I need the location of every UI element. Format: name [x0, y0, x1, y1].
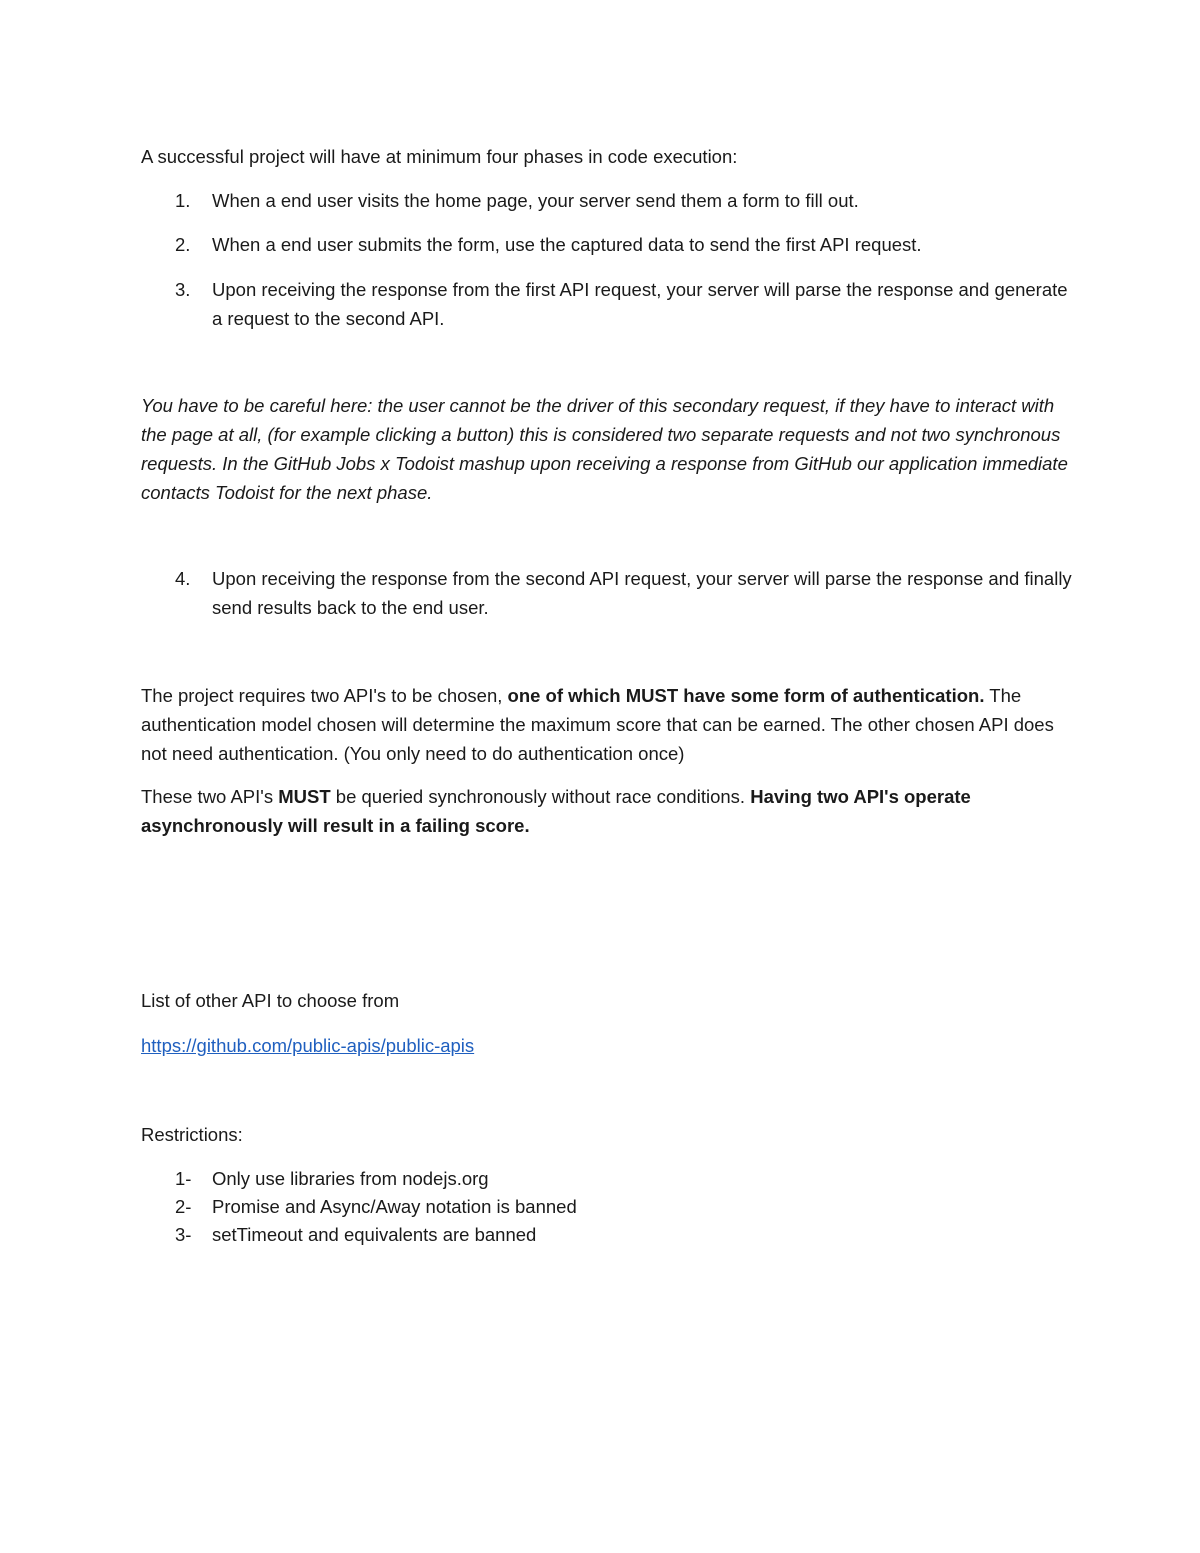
restriction-number: 3- — [175, 1224, 192, 1245]
requirement-emphasis: MUST — [278, 786, 331, 807]
intro-paragraph: A successful project will have at minimum four phases in code execution: — [141, 146, 738, 167]
restriction-text: setTimeout and equivalents are banned — [212, 1224, 537, 1245]
api-requirement-paragraph — [141, 681, 1081, 768]
restriction-number: 1- — [175, 1168, 192, 1189]
restriction-text: Promise and Async/Away notation is banned — [212, 1196, 577, 1217]
requirement-text: These two API's — [141, 786, 279, 807]
restriction-number: 2- — [175, 1196, 192, 1217]
phase-number: 3. — [175, 279, 191, 300]
phase-text: Upon receiving the response from the second API request, your server will parse the response and finally send results back to the end user. — [212, 568, 1072, 618]
requirement-emphasis: Having two API's operate asynchronously will result in a failing score. — [141, 786, 971, 836]
phase-number: 4. — [175, 568, 191, 589]
caution-note: You have to be careful here: the user cannot be the driver of this secondary request, if they have to interact with the page at all, (for example clicking a button) this is considered two separate requests and not two synchronous requests. In the GitHub Jobs x Todoist mashup upon receiving a response from GitHub our application immediate contacts Todoist for the next phase. — [141, 395, 1068, 503]
phase-number: 1. — [175, 190, 191, 211]
requirement-text: The project requires two API's to be chosen, — [141, 685, 508, 706]
api-list-label: List of other API to choose from — [141, 990, 400, 1011]
phase-text: When a end user submits the form, use the captured data to send the first API request. — [212, 234, 922, 255]
requirement-emphasis: one of which MUST have some form of authentication. — [507, 685, 985, 706]
api-list-link-paragraph — [141, 1031, 1081, 1060]
sync-requirement-paragraph — [141, 782, 1081, 840]
requirement-text: be queried synchronously without race conditions. — [330, 786, 751, 807]
requirement-text: The authentication model chosen will determine the maximum score that can be earned. The other chosen API does not need authentication. (You only need to do authentication once) — [141, 685, 1054, 764]
phase-text: When a end user visits the home page, your server send them a form to fill out. — [212, 190, 859, 211]
public-apis-link[interactable]: https://github.com/public-apis/public-apis — [141, 1035, 475, 1056]
phase-number: 2. — [175, 234, 191, 255]
restrictions-heading: Restrictions: — [141, 1124, 243, 1145]
restriction-text: Only use libraries from nodejs.org — [212, 1168, 489, 1189]
phase-text: Upon receiving the response from the first API request, your server will parse the response and generate a request to the second API. — [212, 279, 1068, 329]
